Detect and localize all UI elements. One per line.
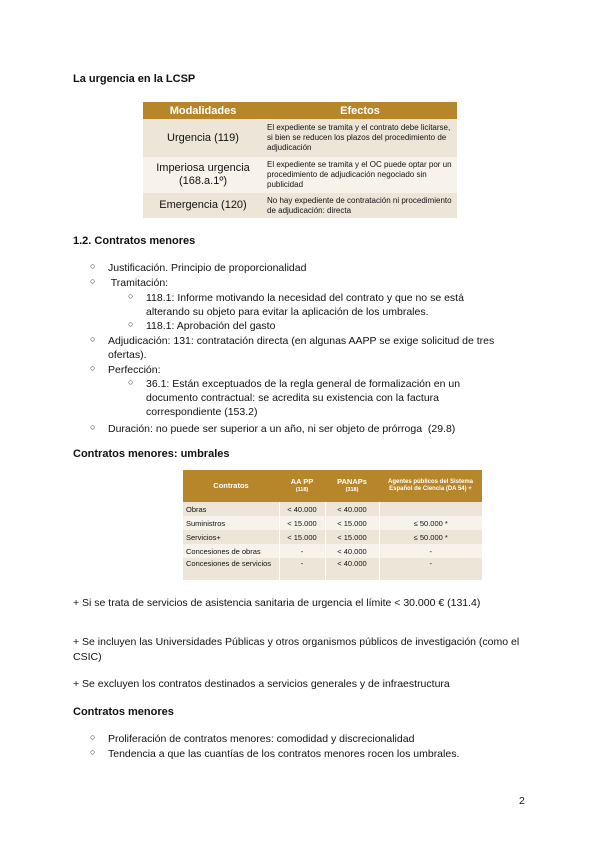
cell-agentes: ≤ 50.000 * xyxy=(379,530,482,544)
bullet-icon: ○ xyxy=(90,261,96,271)
list-item: Proliferación de contratos menores: comodidad y discrecionalidad xyxy=(108,733,415,745)
table-row xyxy=(143,119,457,157)
note-paragraph: + Si se trata de servicios de asistencia sanitaria de urgencia el límite < 30.000 € (131.4) xyxy=(73,597,481,609)
cell-contrato: Obras xyxy=(183,502,279,516)
cell-contrato: Concesiones de obras xyxy=(183,544,279,558)
cell-contrato: Servicios+ xyxy=(183,530,279,544)
section-title-umbrales: Contratos menores: umbrales xyxy=(73,448,230,460)
col-header-modalidades: Modalidades xyxy=(143,102,263,119)
table-row xyxy=(143,193,457,218)
list-item: Justificación. Principio de proporcionalidad xyxy=(108,262,307,274)
cell-efecto: No hay expediente de contratación ni procedimiento de adjudicación: directa xyxy=(263,193,457,218)
section-title-contratos-menores: 1.2. Contratos menores xyxy=(73,235,196,247)
cell-aapp: < 15.000 xyxy=(279,530,325,544)
table-row xyxy=(183,516,482,530)
bullet-icon: ○ xyxy=(128,319,134,329)
cell-panaps: < 40.000 xyxy=(325,558,379,580)
list-item: 118.1: Informe motivando la necesidad del contrato y que no se está alterando su objeto para evitar la aplicación de los umbrales. xyxy=(146,292,464,318)
list-item: Perfección: xyxy=(108,364,161,376)
cell-agentes xyxy=(379,502,482,516)
list-item: Tramitación: xyxy=(108,277,169,289)
col-header-contratos: Contratos xyxy=(183,470,279,502)
list-item: 118.1: Aprobación del gasto xyxy=(146,320,276,332)
bullet-icon: ○ xyxy=(128,291,134,301)
list-item: Duración: no puede ser superior a un año, ni ser objeto de prórroga (29.8) xyxy=(108,423,456,435)
cell-modalidad: Urgencia (119) xyxy=(143,119,263,157)
cell-panaps: < 40.000 xyxy=(325,544,379,558)
bullet-icon: ○ xyxy=(90,422,96,432)
bullet-icon: ○ xyxy=(90,276,96,286)
cell-modalidad: Emergencia (120) xyxy=(143,193,263,218)
table-row xyxy=(183,558,482,580)
cell-contrato: Suministros xyxy=(183,516,279,530)
bullet-icon: ○ xyxy=(90,747,96,757)
page-number: 2 xyxy=(519,795,525,807)
umbrales-table xyxy=(183,470,482,580)
cell-panaps: < 40.000 xyxy=(325,502,379,516)
note-paragraph: + Se incluyen las Universidades Públicas y otros organismos públicos de investigación (como el CSIC) xyxy=(73,636,520,663)
table-row xyxy=(183,502,482,516)
list-item: Tendencia a que las cuantías de los contratos menores rocen los umbrales. xyxy=(108,748,460,760)
list-item: 36.1: Están exceptuados de la regla general de formalización en un documento contractual: se acredita su existencia con la factura correspondiente (153.2) xyxy=(146,378,461,418)
col-header-efectos: Efectos xyxy=(263,102,457,119)
bullet-icon: ○ xyxy=(90,363,96,373)
cell-efecto: El expediente se tramita y el contrato debe licitarse, si bien se reducen los plazos del procedimiento de adjudicación xyxy=(263,119,457,157)
section-title-contratos-menores-2: Contratos menores xyxy=(73,706,174,718)
cell-aapp: < 15.000 xyxy=(279,516,325,530)
cell-contrato: Concesiones de servicios xyxy=(183,558,279,580)
cell-panaps: < 15.000 xyxy=(325,516,379,530)
cell-agentes: ≤ 50.000 * xyxy=(379,516,482,530)
bullet-icon: ○ xyxy=(90,334,96,344)
cell-efecto: El expediente se tramita y el OC puede optar por un procedimiento de adjudicación negociado sin publicidad xyxy=(263,157,457,193)
bullet-icon: ○ xyxy=(90,732,96,742)
urgencia-table xyxy=(143,102,457,218)
bullet-icon: ○ xyxy=(128,377,134,387)
cell-modalidad: Imperiosa urgencia (168.a.1º) xyxy=(143,157,263,193)
table-row xyxy=(143,157,457,193)
section-title-urgencia: La urgencia en la LCSP xyxy=(73,73,196,85)
cell-panaps: < 15.000 xyxy=(325,530,379,544)
col-header-panaps: PANAPs (318) xyxy=(325,470,379,502)
table-row xyxy=(183,530,482,544)
table-row xyxy=(183,544,482,558)
cell-aapp: - xyxy=(279,544,325,558)
cell-aapp: - xyxy=(279,558,325,580)
cell-agentes: - xyxy=(379,544,482,558)
col-header-aapp: AA PP (118) xyxy=(279,470,325,502)
note-paragraph: + Se excluyen los contratos destinados a servicios generales y de infraestructura xyxy=(73,678,450,690)
cell-agentes: - xyxy=(379,558,482,580)
col-header-agentes: Agentes públicos del Sistema Español de Ciencia (DA 54) + xyxy=(379,470,482,502)
list-item: Adjudicación: 131: contratación directa (en algunas AAPP se exige solicitud de tres ofertas). xyxy=(108,335,495,361)
cell-aapp: < 40.000 xyxy=(279,502,325,516)
